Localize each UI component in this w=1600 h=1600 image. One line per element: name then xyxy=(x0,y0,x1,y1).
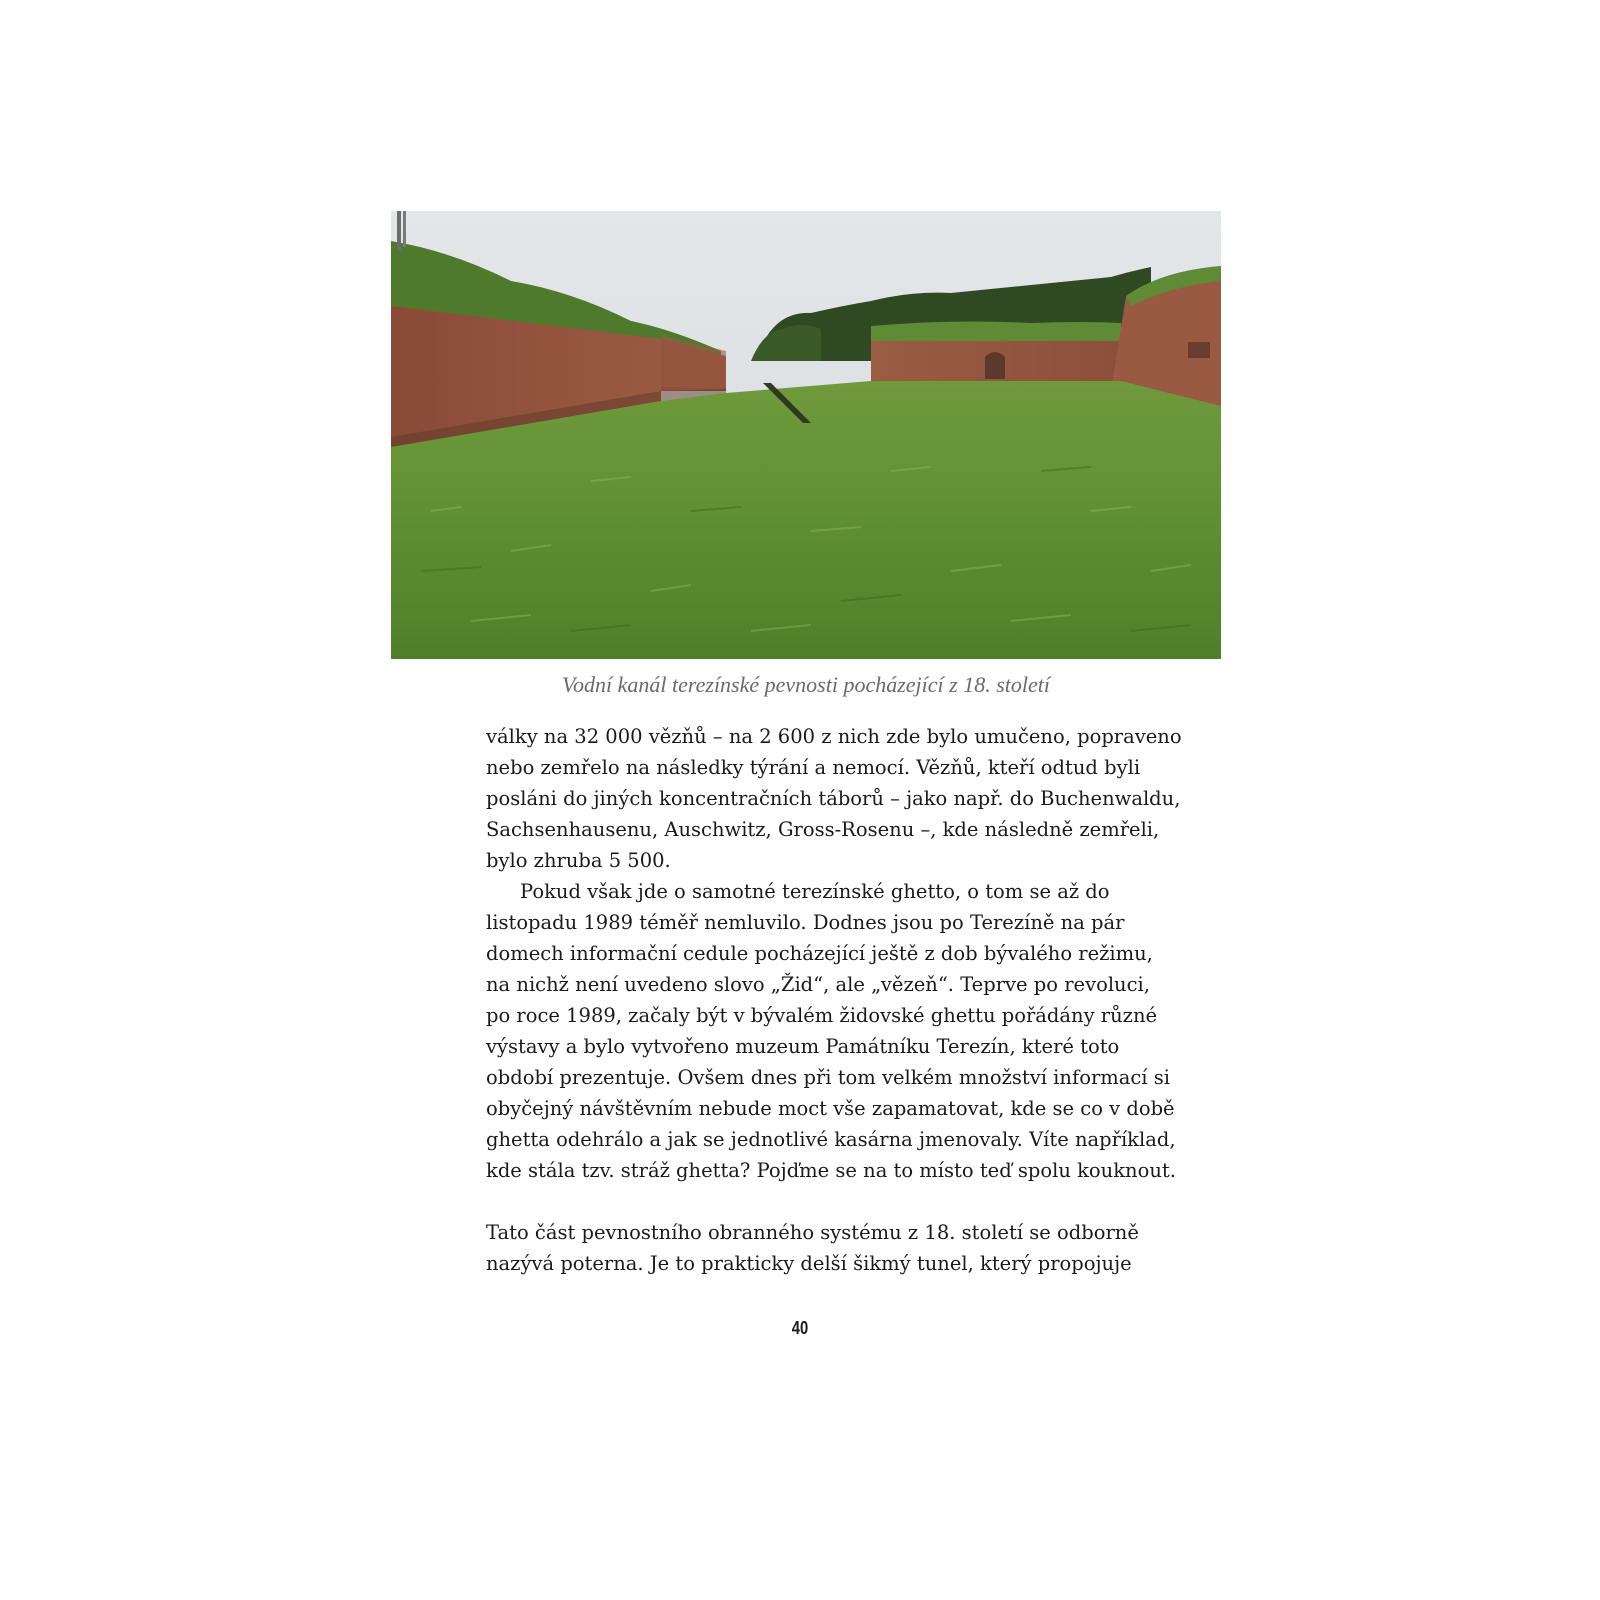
body-text xyxy=(486,721,1182,1279)
text-line: výstavy a bylo vytvořeno muzeum Památníku Terezín, které toto xyxy=(486,1035,1120,1058)
text-line: na nichž není uvedeno slovo „Žid“, ale „vězeň“. Teprve po revoluci, xyxy=(486,973,1150,996)
text-line: nebo zemřelo na následky týrání a nemocí. Vězňů, kteří odtud byli xyxy=(486,756,1141,779)
text-line: ghetta odehrálo a jak se jednotlivé kasárna jmenovaly. Víte například, xyxy=(486,1128,1176,1151)
paragraph-gap xyxy=(486,1186,1146,1217)
text-line: období prezentuje. Ovšem dnes při tom velkém množství informací si xyxy=(486,1066,1170,1089)
text-line: Sachsenhausenu, Auschwitz, Gross-Rosenu –, kde následně zemřeli, xyxy=(486,818,1160,841)
text-line: po roce 1989, začaly být v bývalém židovské ghettu pořádány různé xyxy=(486,1004,1158,1027)
page-number: 40 xyxy=(791,1318,809,1338)
text-line: nazývá poterna. Je to prakticky delší šikmý tunel, který propojuje xyxy=(486,1252,1132,1275)
photo-image xyxy=(391,211,1221,659)
text-line: listopadu 1989 téměř nemluvilo. Dodnes jsou po Terezíně na pár xyxy=(486,911,1125,934)
text-line: kde stála tzv. stráž ghetta? Pojďme se na to místo teď spolu kouknout. xyxy=(486,1159,1176,1182)
text-line: války na 32 000 vězňů – na 2 600 z nich zde bylo umučeno, popraveno xyxy=(486,725,1182,748)
text-line: obyčejný návštěvním nebude moct vše zapamatovat, kde se co v době xyxy=(486,1097,1175,1120)
text-line: Tato část pevnostního obranného systému z 18. století se odborně xyxy=(486,1221,1139,1244)
text-line: posláni do jiných koncentračních táborů – jako např. do Buchenwaldu, xyxy=(486,787,1181,810)
text-line: Pokud však jde o samotné terezínské ghetto, o tom se až do xyxy=(520,880,1110,903)
fortress-canal-photo xyxy=(391,211,1221,659)
photo-caption: Vodní kanál terezínské pevnosti pocházející z 18. století xyxy=(562,672,1050,697)
text-line: bylo zhruba 5 500. xyxy=(486,849,671,872)
text-line: domech informační cedule pocházející ještě z dob bývalého režimu, xyxy=(486,942,1153,965)
